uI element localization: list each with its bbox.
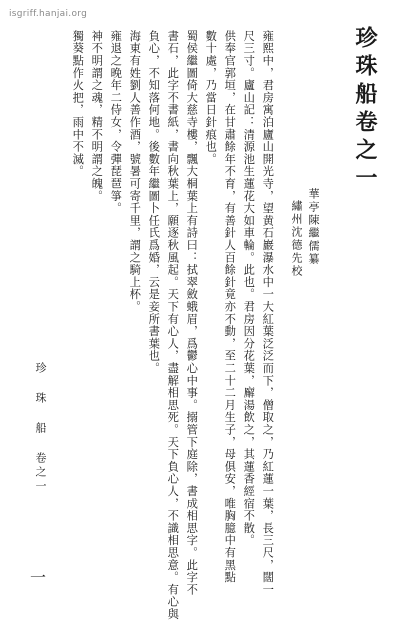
text-column: 尺三寸。廬山記：清源池生蓮花大如車輪。此也。君房因分花葉，廨湯飲之，其蓮香經宿不散。 bbox=[242, 30, 256, 547]
page-title: 珍珠船卷之一 bbox=[352, 26, 378, 194]
text-column: 書石，此字不書紙，書向秋葉上，願逐秋風起。天下有心人，盡解相思死。天下負心人，不識相思意。有心與 bbox=[166, 30, 180, 620]
text-column: 神不明謂之魂，精不明謂之魄。 bbox=[90, 30, 104, 203]
text-column: 雍熙中，君房寓泊廬山開光寺，望黄石巖瀑水中一大紅葉泛泛而下，僧取之，乃紅蓮一葉，長三尺，闊一 bbox=[261, 30, 275, 596]
text-column: 供奉官郭垣，在甘肅餘年不育，有善針人百餘針竟亦不動，至二十二月生子，母俱安，唯胸臆中有黑點 bbox=[223, 30, 237, 584]
text-column: 負心，不知落何地。後數年繼圖卜任氏爲婚，云是妾所書葉也。 bbox=[147, 30, 161, 375]
compiler-credit: 華亭陳繼儒纂 bbox=[307, 188, 320, 266]
text-column: 蜀侯繼圖倚大慈寺樓，飄大桐葉上有詩曰：拭翠斂蛾眉，爲鬱心中事。搦管下庭除，書成相思字。此字不 bbox=[185, 30, 199, 596]
text-column: 獨葵點作火把，雨中不滅。 bbox=[71, 30, 85, 178]
watermark: isgriff.hanjai.org bbox=[9, 9, 88, 19]
page-number: 一 bbox=[30, 568, 47, 587]
running-footer: 珍 珠 船 卷之一 bbox=[34, 362, 47, 494]
proofreader-credit: 繡州沈德先校 bbox=[290, 200, 303, 278]
text-column: 數十處，乃當日針痕也。 bbox=[204, 30, 218, 166]
text-column: 雍退之晚年二侍女，令彈琵琶箏。 bbox=[109, 30, 123, 215]
text-column: 海東有姓劉人善作酒，號暑可寄千里，謂之騎上杯。 bbox=[128, 30, 142, 313]
